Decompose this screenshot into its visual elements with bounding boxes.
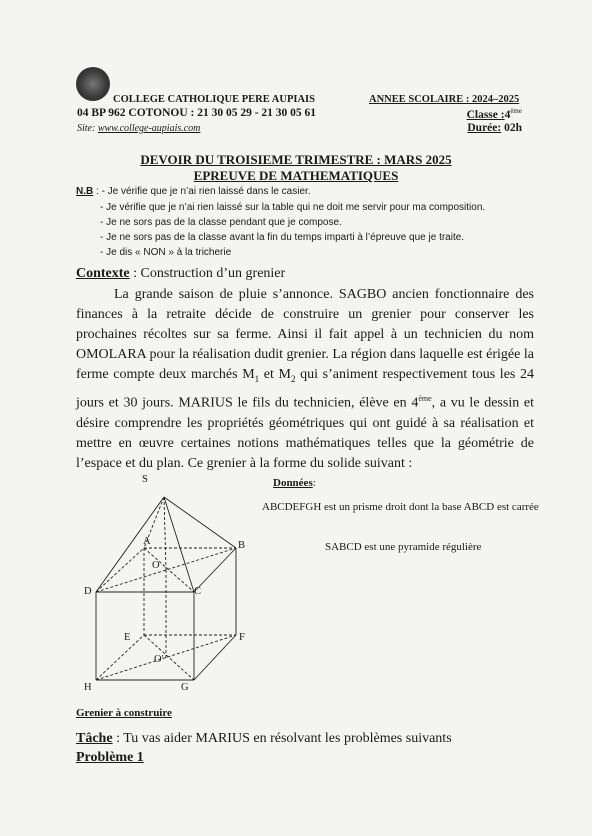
donnees-heading: [273, 477, 316, 489]
granary-figure: [76, 472, 266, 707]
nb-item: - Je dis « NON » à la tricherie: [100, 247, 232, 258]
nb-item: : - Je vérifie que je n’ai rien laissé dans le casier.: [93, 186, 311, 197]
label-g: G: [181, 682, 189, 693]
site-label: Site:: [77, 123, 98, 134]
duration-line: [467, 122, 522, 134]
exam-title: DEVOIR DU TROISIEME TRIMESTRE : MARS 2025: [140, 152, 452, 167]
class-value: 4: [504, 108, 511, 121]
nb-item: - Je ne sors pas de la classe avant la fin du temps imparti à l’épreuve que je traite.: [100, 232, 465, 243]
nb-label: N.B: [76, 186, 94, 197]
para-text: et M: [259, 366, 291, 382]
exam-subject: EPREUVE DE MATHEMATIQUES: [193, 168, 399, 183]
site-url[interactable]: www.college-aupiais.com: [97, 123, 201, 134]
para-text: , a vu le dessin et désire comprendre les propriétés géométriques qui ont guidé à sa réalisation et mettre en œuvre certaines notions mathématiques telles que la géométrie de l’espace et du plan. Ce grenier à la forme du solide suivant :: [76, 395, 535, 471]
context-heading: [76, 266, 285, 282]
duration-value: 02h: [501, 122, 522, 134]
label-c: C: [194, 586, 202, 597]
sub-1: 1: [254, 373, 260, 384]
task-text: : Tu vas aider MARIUS en résolvant les problèmes suivants: [112, 731, 452, 746]
nb-item: - Je ne sors pas de la classe pendant que je compose.: [100, 217, 342, 228]
label-o: O: [152, 560, 160, 571]
para-text: La grande saison de pluie s’annonce. SAGBO ancien fonctionnaire des finances à la retraite décide de construire un grenier pour conserver les prochaines récoltes sur sa ferme. Ainsi il fait appel à un technicien du nom OMOLARA pour la réalisation dudit grenier. La région dans laquelle est érigée la ferme compte deux marchés M: [76, 287, 534, 382]
donnee-prism: ABCDEFGH est un prisme droit dont la base ABCD est carrée: [262, 501, 539, 513]
school-year: ANNEE SCOLAIRE : 2024–2025: [369, 94, 520, 105]
nb-line-1: [76, 186, 311, 197]
task-line: [76, 731, 452, 747]
figure-caption: Grenier à construire: [76, 707, 172, 719]
context-label: Contexte: [76, 266, 130, 281]
label-h: H: [84, 682, 92, 693]
label-e: E: [124, 632, 131, 643]
donnees-colon: :: [312, 477, 316, 489]
solid-drawing: [76, 472, 266, 702]
task-label: Tâche: [76, 731, 113, 746]
donnee-pyramid: SABCD est une pyramide régulière: [325, 541, 482, 553]
school-site: [77, 123, 200, 134]
class-line: [467, 107, 522, 121]
nb-item: - Je vérifie que je n’ai rien laissé sur la table qui ne doit me servir pour ma composition.: [100, 202, 486, 213]
problem-heading: Problème 1: [76, 750, 144, 765]
sub-2: 2: [290, 373, 296, 384]
label-o-prime: O': [154, 654, 164, 665]
school-name: COLLEGE CATHOLIQUE PERE AUPIAIS: [113, 94, 315, 105]
donnees-title: Données: [273, 477, 313, 489]
class-label: Classe :: [466, 108, 505, 121]
label-s: S: [142, 474, 148, 485]
label-d: D: [84, 586, 92, 597]
school-address: 04 BP 962 COTONOU : 21 30 05 29 - 21 30 05 61: [77, 107, 317, 119]
label-a: A: [143, 536, 151, 547]
school-logo: [76, 67, 110, 101]
label-f: F: [239, 632, 245, 643]
duration-label: Durée:: [467, 122, 502, 134]
class-sup: ème: [510, 107, 522, 115]
label-b: B: [238, 540, 246, 551]
context-paragraph: [76, 285, 534, 474]
context-title: : Construction d’un grenier: [129, 266, 286, 281]
para-text: qui s’animent respectivement tous les 24 jours et 30 jours. MARIUS le fils du technicien, élève en 4: [76, 366, 534, 411]
sup-eme: ème: [418, 394, 432, 404]
